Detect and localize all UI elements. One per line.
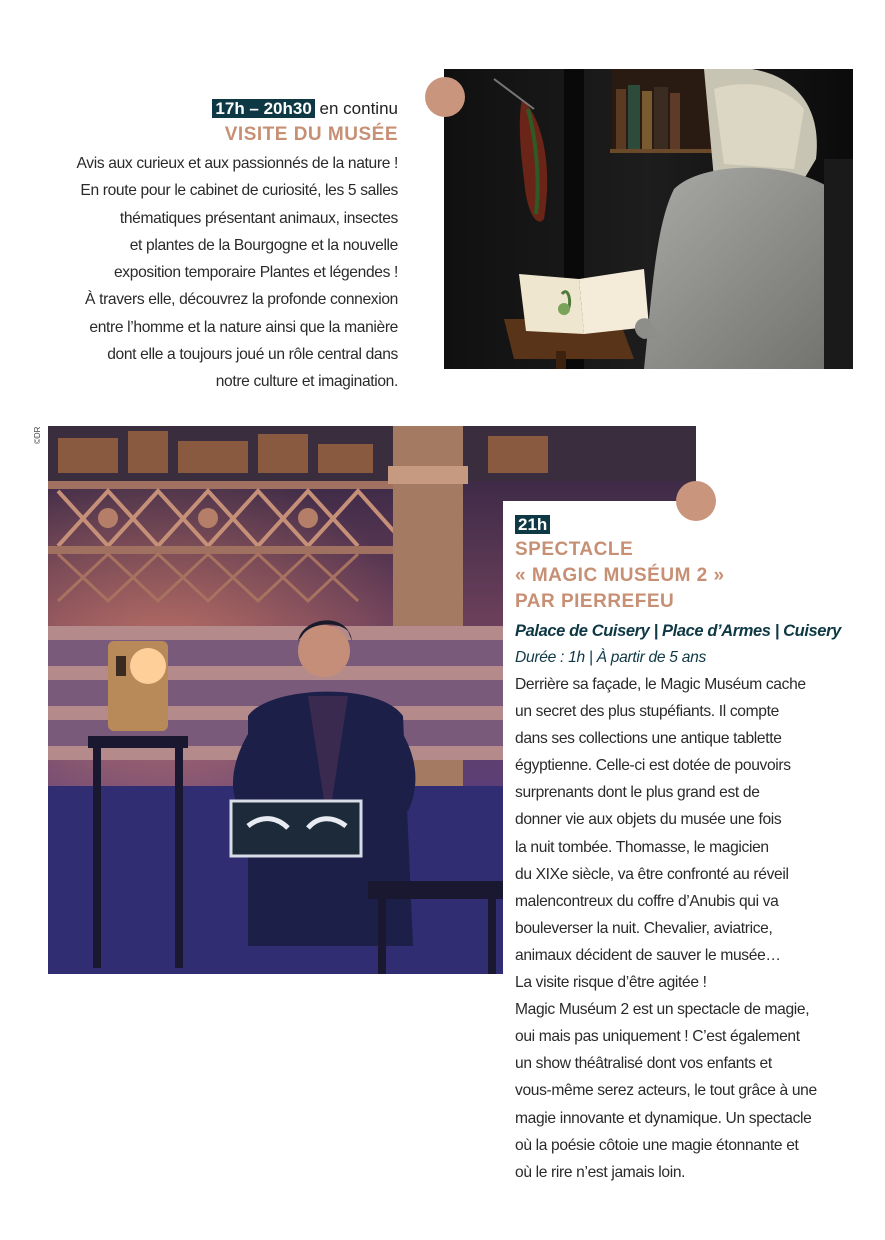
show-line: un secret des plus stupéfiants. Il compte xyxy=(515,703,779,721)
visit-line: dont elle a toujours joué un rôle central dans xyxy=(107,346,398,364)
photo-credit: ©DR xyxy=(33,426,42,444)
museum-visit-photo xyxy=(444,69,853,369)
show-line: où la poésie côtoie une magie étonnante et xyxy=(515,1136,799,1154)
show-line: Magic Muséum 2 est un spectacle de magie, xyxy=(515,1001,810,1019)
show-line: du XIXe siècle, va être confronté au réveil xyxy=(515,865,789,883)
accent-dot xyxy=(425,77,465,117)
show-line: surprenants dont le plus grand est de xyxy=(515,784,760,802)
show-line: un show théâtralisé dont vos enfants et xyxy=(515,1055,772,1073)
show-venue: Palace de Cuisery | Place d’Armes | Cuisery xyxy=(515,622,841,640)
visit-line: À travers elle, découvrez la profonde connexion xyxy=(85,291,398,309)
show-line: malencontreux du coffre d’Anubis qui va xyxy=(515,892,779,910)
show-line: dans ses collections une antique tablette xyxy=(515,730,782,748)
show-line: égyptienne. Celle-ci est dotée de pouvoirs xyxy=(515,757,791,775)
visit-line: entre l’homme et la nature ainsi que la manière xyxy=(89,318,398,336)
visit-line: En route pour le cabinet de curiosité, les 5 salles xyxy=(80,182,398,200)
museum-visit-illustration xyxy=(444,69,853,369)
show-title xyxy=(515,537,845,615)
show-duration: Durée : 1h | À partir de 5 ans xyxy=(515,649,706,666)
show-line: La visite risque d’être agitée ! xyxy=(515,974,707,992)
visit-line: thématiques présentant animaux, insectes xyxy=(119,209,398,227)
show-time-badge: 21h xyxy=(515,515,550,534)
show-title-line: SPECTACLE xyxy=(515,539,634,560)
visit-section xyxy=(40,98,398,396)
visit-time-badge: 17h – 20h30 xyxy=(212,99,314,118)
show-description xyxy=(515,671,845,1186)
show-line: bouleverser la nuit. Chevalier, aviatrice, xyxy=(515,919,773,937)
visit-line: exposition temporaire Plantes et légendes ! xyxy=(113,264,398,282)
show-line: la nuit tombée. Thomasse, le magicien xyxy=(515,838,769,856)
visit-line: notre culture et imagination. xyxy=(215,373,398,391)
show-time-line xyxy=(515,513,845,537)
visit-line: Avis aux curieux et aux passionnés de la nature ! xyxy=(76,155,398,172)
show-line: magie innovante et dynamique. Un spectacle xyxy=(515,1109,812,1127)
visit-line: et plantes de la Bourgogne et la nouvelle xyxy=(129,236,398,254)
show-line: animaux décident de sauver le musée… xyxy=(515,946,781,964)
show-line: où le rire n’est jamais loin. xyxy=(515,1163,686,1181)
show-line: oui mais pas uniquement ! C’est également xyxy=(515,1028,800,1046)
visit-description xyxy=(40,150,398,396)
show-line: donner vie aux objets du musée une fois xyxy=(515,811,782,829)
visit-time-line xyxy=(40,98,398,120)
show-line: vous-même serez acteurs, le tout grâce à une xyxy=(515,1082,817,1100)
show-title-line: « MAGIC MUSÉUM 2 » xyxy=(515,565,725,586)
show-title-line: PAR PIERREFEU xyxy=(515,591,675,612)
show-section xyxy=(515,513,845,1186)
show-line: Derrière sa façade, le Magic Muséum cache xyxy=(515,676,806,693)
visit-title: VISITE DU MUSÉE xyxy=(224,124,398,145)
visit-time-suffix: en continu xyxy=(314,99,398,118)
